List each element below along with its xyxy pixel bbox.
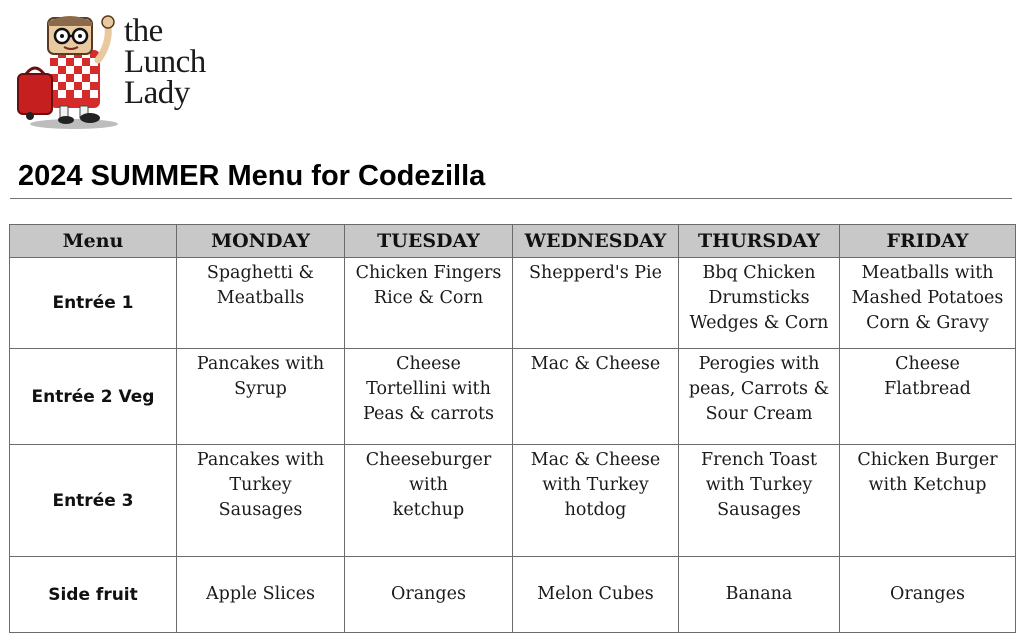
logo-wordmark [124, 13, 206, 111]
menu-item-line: Meatballs with [861, 263, 994, 283]
table-row [10, 349, 1016, 445]
menu-item-line: Cheese [396, 354, 461, 374]
menu-item-line: with Ketchup [868, 475, 987, 495]
menu-cell-friday [840, 258, 1016, 349]
menu-item-line: Apple Slices [206, 584, 315, 604]
menu-item-line: Corn & Gravy [866, 313, 989, 333]
column-header-friday: FRIDAY [840, 225, 1016, 258]
menu-item-line: Shepperd's Pie [528, 263, 663, 283]
title-divider [10, 198, 1012, 199]
menu-table [9, 224, 1016, 633]
menu-item-line: Drumsticks [708, 288, 810, 308]
table-row [10, 258, 1016, 349]
table-header-row [10, 225, 1016, 258]
menu-item-line: Oranges [391, 584, 466, 604]
menu-item-line: Sausages [717, 500, 801, 520]
table-row [10, 557, 1016, 633]
menu-item-line: Melon Cubes [537, 584, 654, 604]
menu-cell-wednesday [513, 258, 679, 349]
menu-item-line: Mac & Cheese [530, 354, 661, 374]
menu-item-line: hotdog [564, 500, 627, 520]
column-header-thursday: THURSDAY [679, 225, 840, 258]
menu-item-line: ketchup [392, 500, 465, 520]
menu-item-line: Cheese [895, 354, 960, 374]
menu-cell-thursday [679, 258, 840, 349]
menu-item-line: Turkey [229, 475, 292, 495]
menu-cell-thursday [679, 445, 840, 557]
menu-cell-monday [177, 557, 345, 633]
menu-item-line: Syrup [234, 379, 287, 399]
row-header: Side fruit [10, 557, 177, 633]
menu-item-line: Pancakes with [196, 354, 325, 374]
menu-item-line: peas, Carrots & [688, 379, 830, 399]
menu-item-line: Flatbread [884, 379, 971, 399]
menu-cell-thursday [679, 349, 840, 445]
menu-cell-wednesday [513, 557, 679, 633]
column-header-wednesday: WEDNESDAY [513, 225, 679, 258]
menu-cell-wednesday [513, 349, 679, 445]
menu-item-line: Mac & Cheese [530, 450, 661, 470]
menu-cell-thursday [679, 557, 840, 633]
menu-cell-friday [840, 349, 1016, 445]
menu-item-line: French Toast [700, 450, 818, 470]
menu-cell-tuesday [345, 445, 513, 557]
menu-item-line: Pancakes with [196, 450, 325, 470]
menu-item-line: Spaghetti & [206, 263, 315, 283]
row-header: Entrée 1 [10, 258, 177, 349]
menu-cell-wednesday [513, 445, 679, 557]
menu-item-line: Oranges [890, 584, 965, 604]
menu-item-line: Wedges & Corn [689, 313, 829, 333]
page-title: 2024 SUMMER Menu for Codezilla [18, 160, 486, 192]
menu-item-line: with Turkey [705, 475, 813, 495]
logo-text-line: Lunch [124, 44, 206, 80]
menu-cell-friday [840, 445, 1016, 557]
menu-cell-monday [177, 349, 345, 445]
menu-item-line: Banana [725, 584, 793, 604]
menu-cell-friday [840, 557, 1016, 633]
column-header-menu: Menu [10, 225, 177, 258]
menu-item-line: Bbq Chicken [702, 263, 816, 283]
logo-text-line: the [124, 13, 163, 49]
column-header-monday: MONDAY [177, 225, 345, 258]
lunch-lady-logo [14, 8, 224, 134]
menu-item-line: Perogies with [698, 354, 820, 374]
menu-item-line: with [409, 475, 448, 495]
menu-item-line: Meatballs [216, 288, 305, 308]
menu-item-line: Sour Cream [705, 404, 813, 424]
menu-cell-tuesday [345, 258, 513, 349]
menu-item-line: Cheeseburger [365, 450, 492, 470]
menu-item-line: Chicken Fingers [355, 263, 502, 283]
menu-cell-tuesday [345, 557, 513, 633]
menu-item-line: Peas & carrots [363, 404, 494, 424]
column-header-tuesday: TUESDAY [345, 225, 513, 258]
menu-item-line: Sausages [218, 500, 303, 520]
menu-cell-tuesday [345, 349, 513, 445]
menu-item-line: Rice & Corn [373, 288, 484, 308]
row-header: Entrée 3 [10, 445, 177, 557]
menu-cell-monday [177, 258, 345, 349]
menu-item-line: Chicken Burger [857, 450, 998, 470]
row-header: Entrée 2 Veg [10, 349, 177, 445]
lunch-lady-mascot-icon [14, 8, 124, 132]
menu-item-line: Tortellini with [366, 379, 491, 399]
menu-cell-monday [177, 445, 345, 557]
menu-item-line: Mashed Potatoes [851, 288, 1004, 308]
logo-text-line: Lady [124, 75, 190, 111]
menu-item-line: with Turkey [542, 475, 649, 495]
table-row [10, 445, 1016, 557]
